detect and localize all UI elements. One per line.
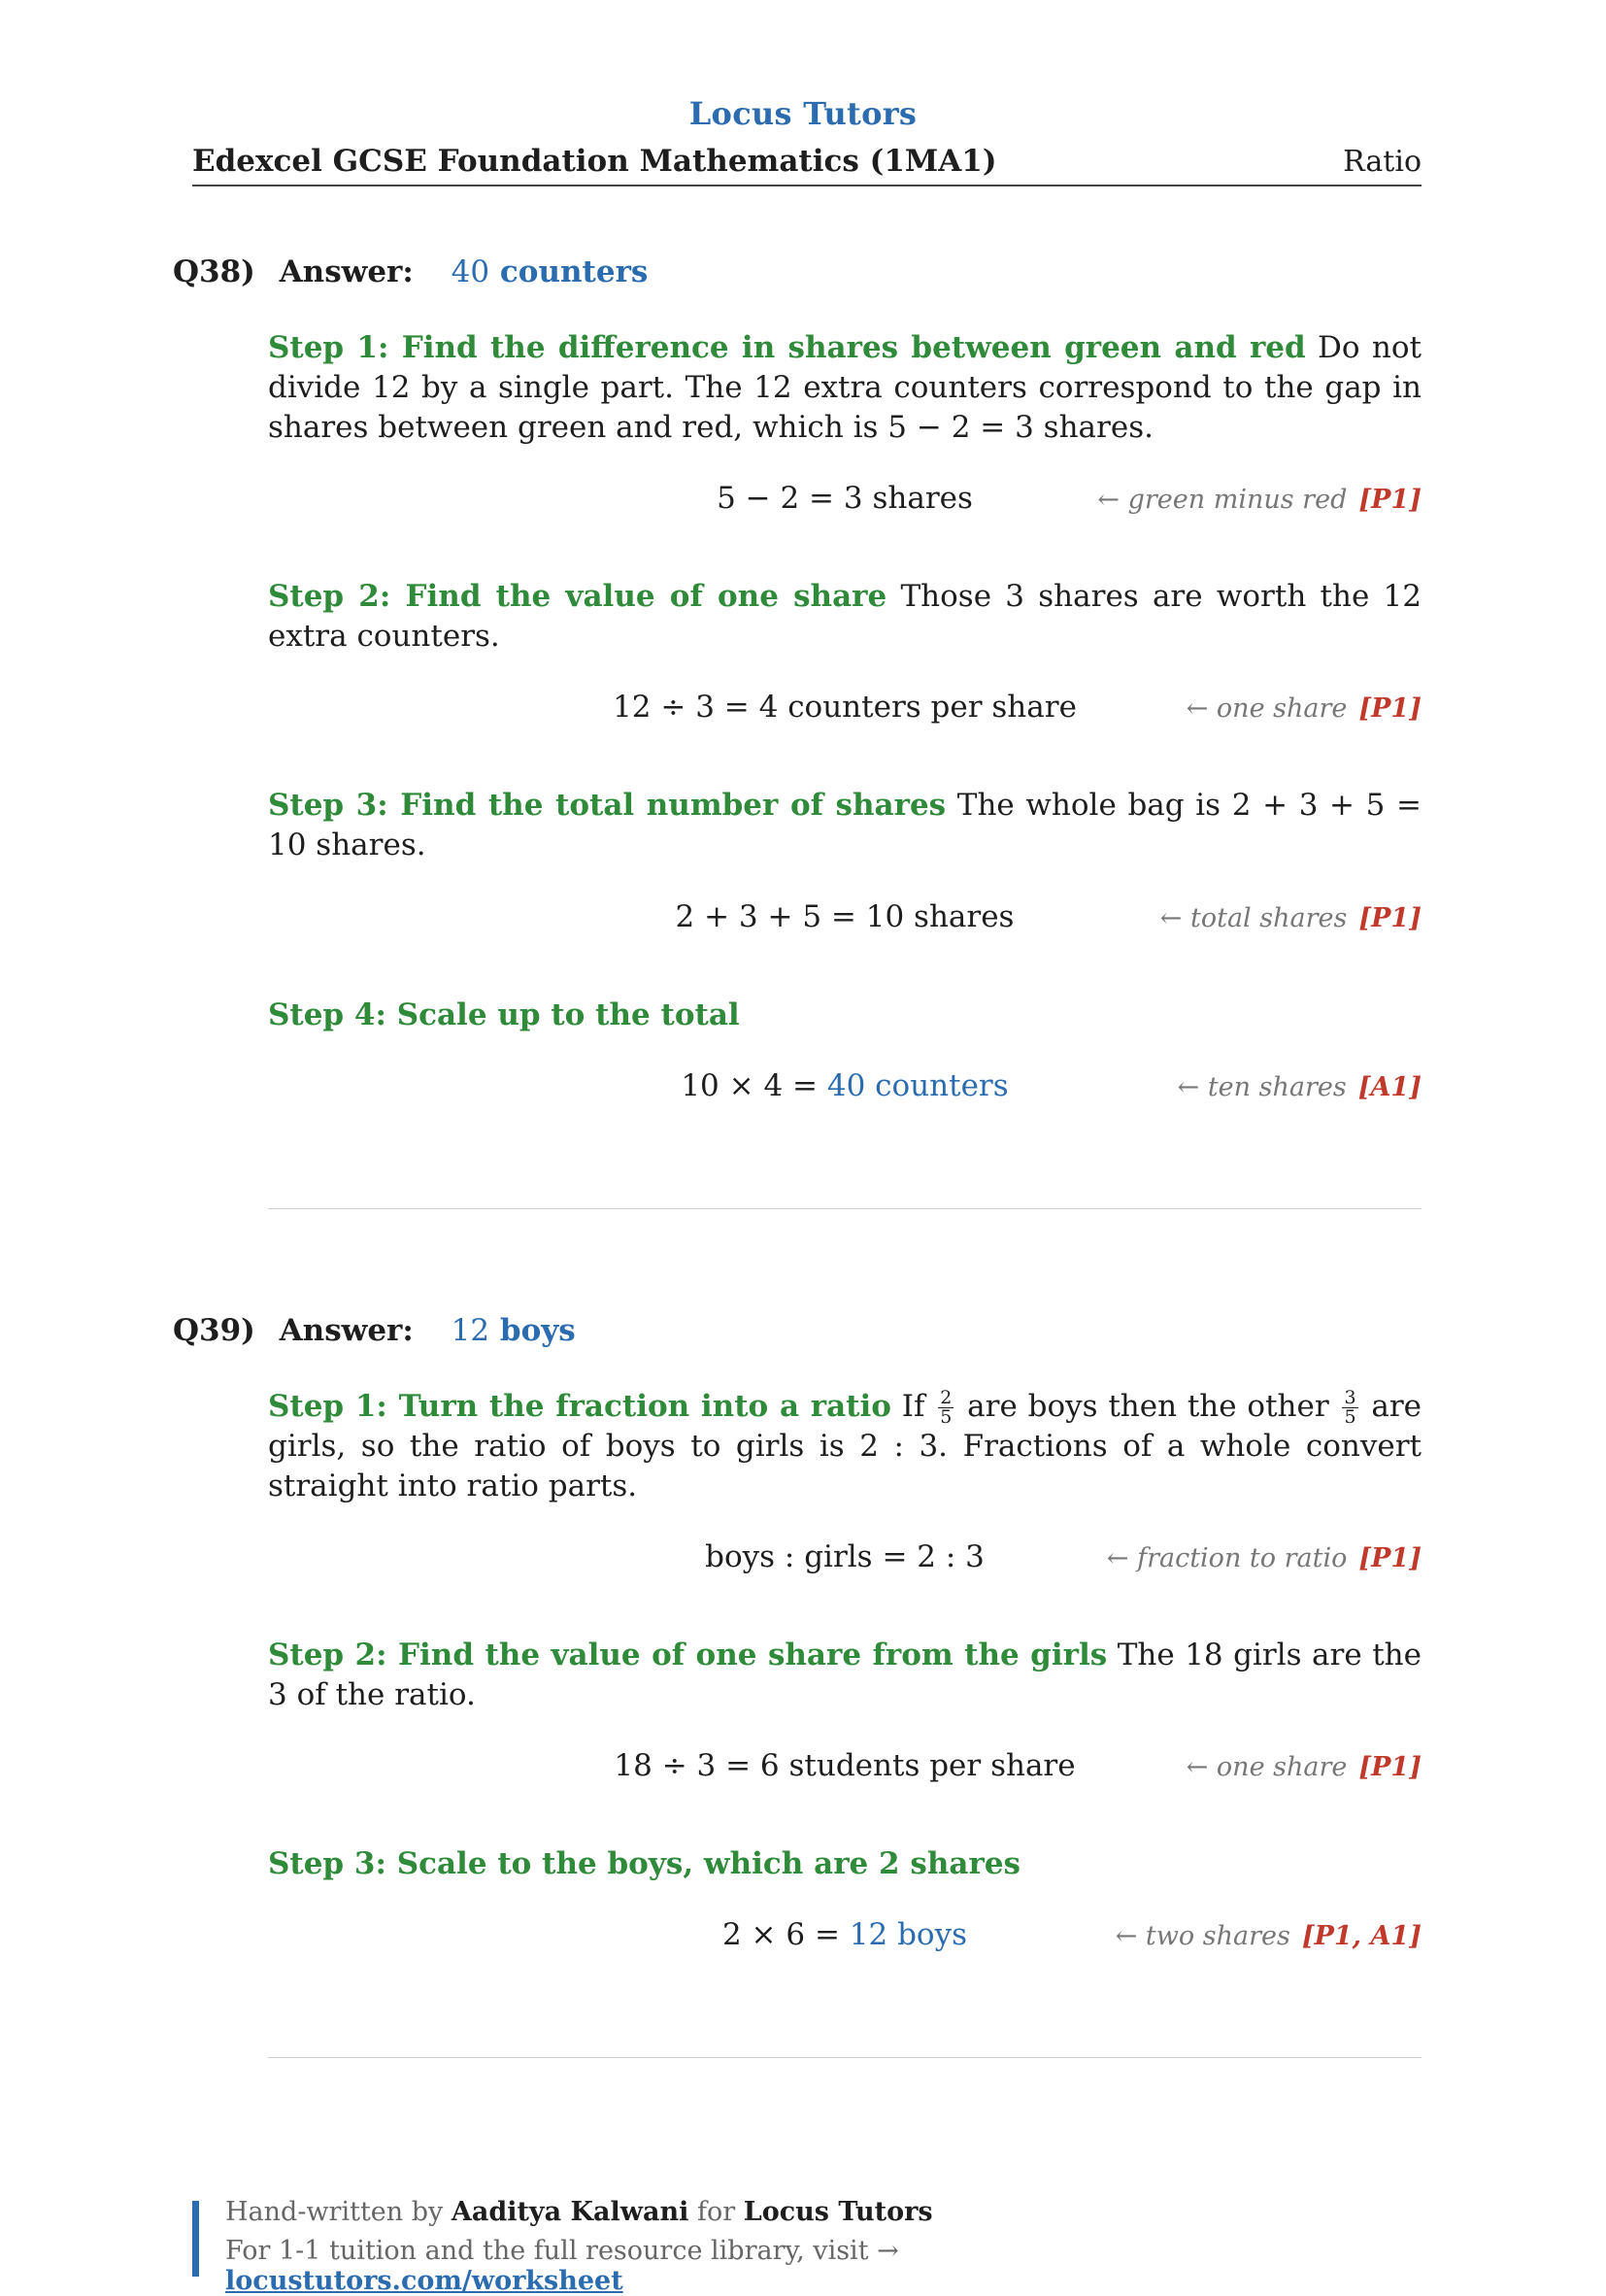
equation: 5 − 2 = 3 shares <box>717 481 973 516</box>
footer-accent-bar <box>192 2201 199 2277</box>
equation: 2 + 3 + 5 = 10 shares <box>675 899 1015 934</box>
annotation: ← total shares [P1] <box>1159 903 1422 933</box>
topic-label: Ratio <box>1343 145 1422 179</box>
step-title: Step 3: Scale to the boys, which are 2 shares <box>268 1846 1020 1881</box>
step-title: Step 2: Find the value of one share <box>268 579 887 614</box>
equation-row <box>268 1917 1422 1960</box>
equation: 10 × 4 = 40 counters <box>681 1068 1009 1103</box>
question-number: Q39) <box>173 1313 255 1348</box>
annotation: ← two shares [P1, A1] <box>1115 1921 1422 1951</box>
equation-row <box>268 690 1422 732</box>
mark-badge: [P1] <box>1358 485 1422 515</box>
question-heading-q38 <box>173 254 648 289</box>
equation: 12 ÷ 3 = 4 counters per share <box>613 690 1077 725</box>
final-answer: 40 counters <box>826 1068 1009 1103</box>
step-paragraph <box>268 996 1422 1035</box>
answer-value: 40 counters <box>451 254 649 289</box>
answer-label: Answer: <box>279 1313 414 1348</box>
fraction: $\frac{2}{5}$ <box>940 1387 953 1428</box>
final-answer: 12 boys <box>849 1917 968 1952</box>
step-text: The 18 girls are the 3 of the ratio. <box>268 1638 1422 1712</box>
step-paragraph <box>268 1636 1422 1715</box>
step-title: Step 1: Find the difference in shares between green and red <box>268 330 1306 365</box>
step-title: Step 4: Scale up to the total <box>268 997 740 1032</box>
course-title: Edexcel GCSE Foundation Mathematics (1MA1) <box>192 144 997 179</box>
step-text: Those 3 shares are worth the 12 extra counters. <box>268 579 1422 654</box>
equation-row <box>268 1068 1422 1111</box>
step-title: Step 3: Find the total number of shares <box>268 788 947 823</box>
annotation: ← fraction to ratio [P1] <box>1106 1543 1422 1573</box>
fraction: $\frac{3}{5}$ <box>1344 1387 1356 1428</box>
equation-row <box>268 1748 1422 1791</box>
step-paragraph <box>268 786 1422 865</box>
equation: 18 ÷ 3 = 6 students per share <box>614 1748 1076 1783</box>
answer-value: 12 boys <box>451 1313 576 1348</box>
step-paragraph <box>268 577 1422 657</box>
annotation: ← green minus red [P1] <box>1097 485 1422 515</box>
step-paragraph: Step 1: Turn the fraction into a ratio If $\frac{2}{5}$ are boys then the other $\frac{3}{5}$ are girls, so the ratio of boys to girls is 2 : 3. Fractions of a whole convert straight into ratio parts. <box>268 1387 1422 1503</box>
footer-visit: For 1-1 tuition and the full resource library, visit → locustutors.com/worksheet <box>225 2236 899 2296</box>
worksheet-link[interactable]: locustutors.com/worksheet <box>225 2266 623 2296</box>
mark-badge: [A1] <box>1357 1072 1422 1102</box>
answer-label: Answer: <box>279 254 414 289</box>
footer <box>192 2197 1260 2296</box>
footer-credit: Hand-written by Aaditya Kalwani for Locus Tutors <box>225 2197 933 2227</box>
equation: boys : girls = 2 : 3 <box>705 1539 985 1574</box>
step-paragraph <box>268 1844 1422 1884</box>
step-text: The whole bag is 2 + 3 + 5 = 10 shares. <box>268 788 1422 862</box>
step-title: Step 1: Turn the fraction into a ratio <box>268 1389 891 1424</box>
question-number: Q38) <box>173 254 255 289</box>
page-header <box>192 142 1422 186</box>
annotation: ← ten shares [A1] <box>1177 1072 1422 1102</box>
equation-row <box>268 1539 1422 1582</box>
equation-row <box>268 481 1422 523</box>
step-text: Do not divide 12 by a single part. The 12 extra counters correspond to the gap in shares between green and red, which is 5 − 2 = 3 shares. <box>268 330 1422 445</box>
mark-badge: [P1] <box>1358 1543 1422 1573</box>
equation-row <box>268 899 1422 942</box>
annotation: ← one share [P1] <box>1186 1752 1422 1782</box>
mark-badge: [P1] <box>1358 1752 1422 1782</box>
mark-badge: [P1, A1] <box>1301 1921 1422 1951</box>
question-heading-q39 <box>173 1313 576 1348</box>
step-title: Step 2: Find the value of one share from the girls <box>268 1638 1108 1672</box>
mark-badge: [P1] <box>1358 903 1422 933</box>
equation: 2 × 6 = 12 boys <box>721 1917 968 1952</box>
mark-badge: [P1] <box>1358 693 1422 724</box>
brand-title: Locus Tutors <box>688 95 918 132</box>
section-divider <box>268 2057 1422 2058</box>
section-divider <box>268 1208 1422 1209</box>
annotation: ← one share [P1] <box>1186 693 1422 724</box>
step-paragraph <box>268 328 1422 448</box>
